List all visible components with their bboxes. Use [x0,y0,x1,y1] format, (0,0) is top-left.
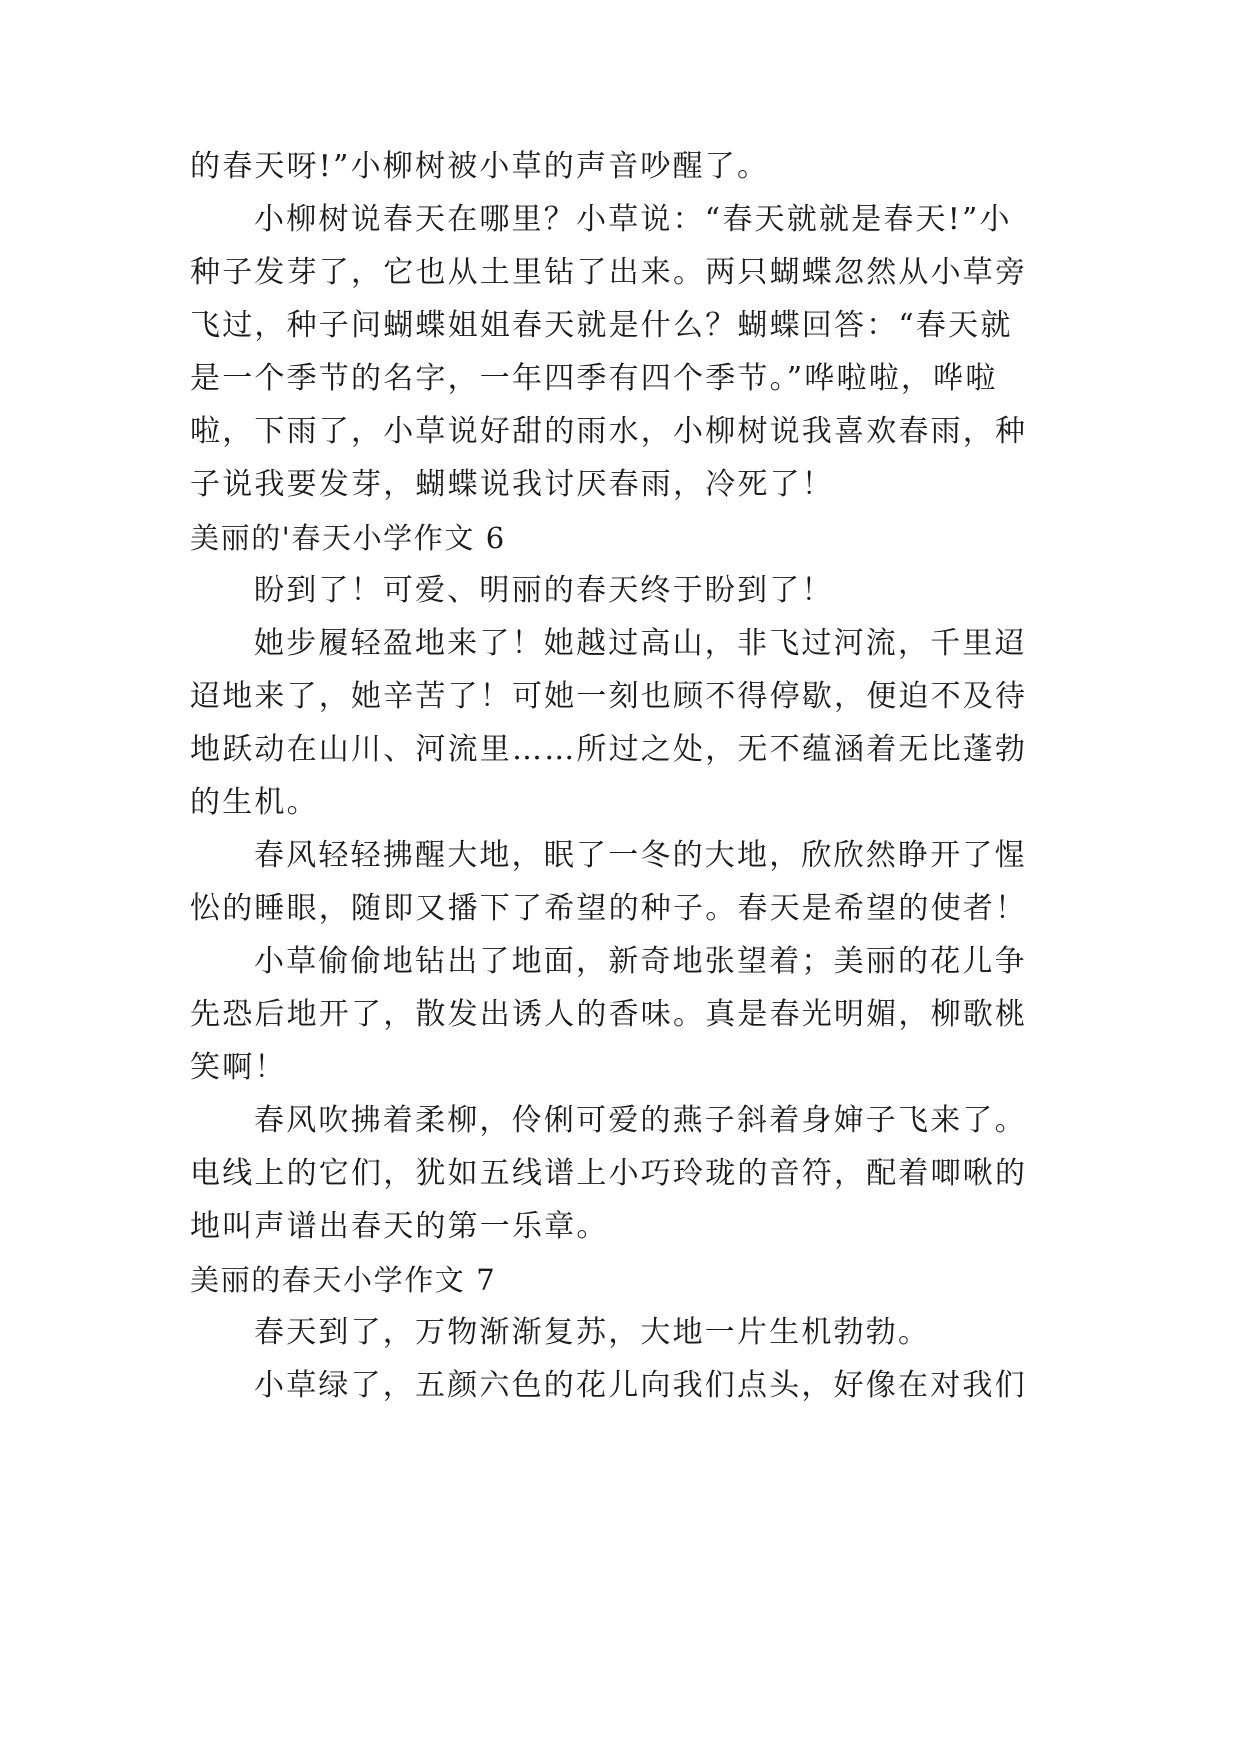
paragraph-first-line: 她步履轻盈地来了！她越过高山，非飞过河流，千里迢 [254,626,1027,661]
paragraph-first-line: 小草绿了，五颜六色的花儿向我们点头，好像在对我们 [254,1368,1027,1403]
text-line: 地跃动在山川、河流里……所过之处，无不蕴涵着无比蓬勃 [190,732,1028,767]
text-line: 地叫声谱出春天的第一乐章。 [190,1209,609,1244]
paragraph-first-line: 小草偷偷地钻出了地面，新奇地张望着；美丽的花儿争 [254,944,1027,979]
paragraph-first-line: 春风轻轻拂醒大地，眠了一冬的大地，欣欣然睁开了惺 [254,838,1027,873]
text-line: 是一个季节的名字，一年四季有四个季节。”哗啦啦，哗啦 [190,361,998,396]
text-line: 的春天呀!”小柳树被小草的声音吵醒了。 [190,149,770,184]
paragraph-first-line: 盼到了！可爱、明丽的春天终于盼到了！ [254,573,834,608]
text-line: 啦，下雨了，小草说好甜的雨水，小柳树说我喜欢春雨，种 [190,414,1028,449]
section-heading: 美丽的'春天小学作文 6 [190,521,506,555]
text-line: 笑啊！ [190,1050,287,1085]
paragraph-first-line: 春天到了，万物渐渐复苏，大地一片生机勃勃。 [254,1315,931,1350]
text-line: 飞过，种子问蝴蝶姐姐春天就是什么？蝴蝶回答：“春天就 [190,308,1013,343]
section-heading: 美丽的春天小学作文 7 [190,1263,497,1297]
text-line: 电线上的它们，犹如五线谱上小巧玲珑的音符，配着唧啾的 [190,1156,1028,1191]
text-line: 迢地来了，她辛苦了！可她一刻也顾不得停歇，便迫不及待 [190,679,1028,714]
text-line: 忪的睡眼，随即又播下了希望的种子。春天是希望的使者！ [190,891,1028,926]
text-line: 种子发芽了，它也从土里钻了出来。两只蝴蝶忽然从小草旁 [190,255,1028,290]
text-line: 的生机。 [190,785,319,820]
paragraph-first-line: 小柳树说春天在哪里？小草说：“春天就就是春天!”小 [254,202,1012,237]
text-line: 子说我要发芽，蝴蝶说我讨厌春雨，冷死了！ [190,467,834,502]
paragraph-first-line: 春风吹拂着柔柳，伶俐可爱的燕子斜着身婶子飞来了。 [254,1103,1027,1138]
text-line: 先恐后地开了，散发出诱人的香味。真是春光明媚，柳歌桃 [190,997,1028,1032]
